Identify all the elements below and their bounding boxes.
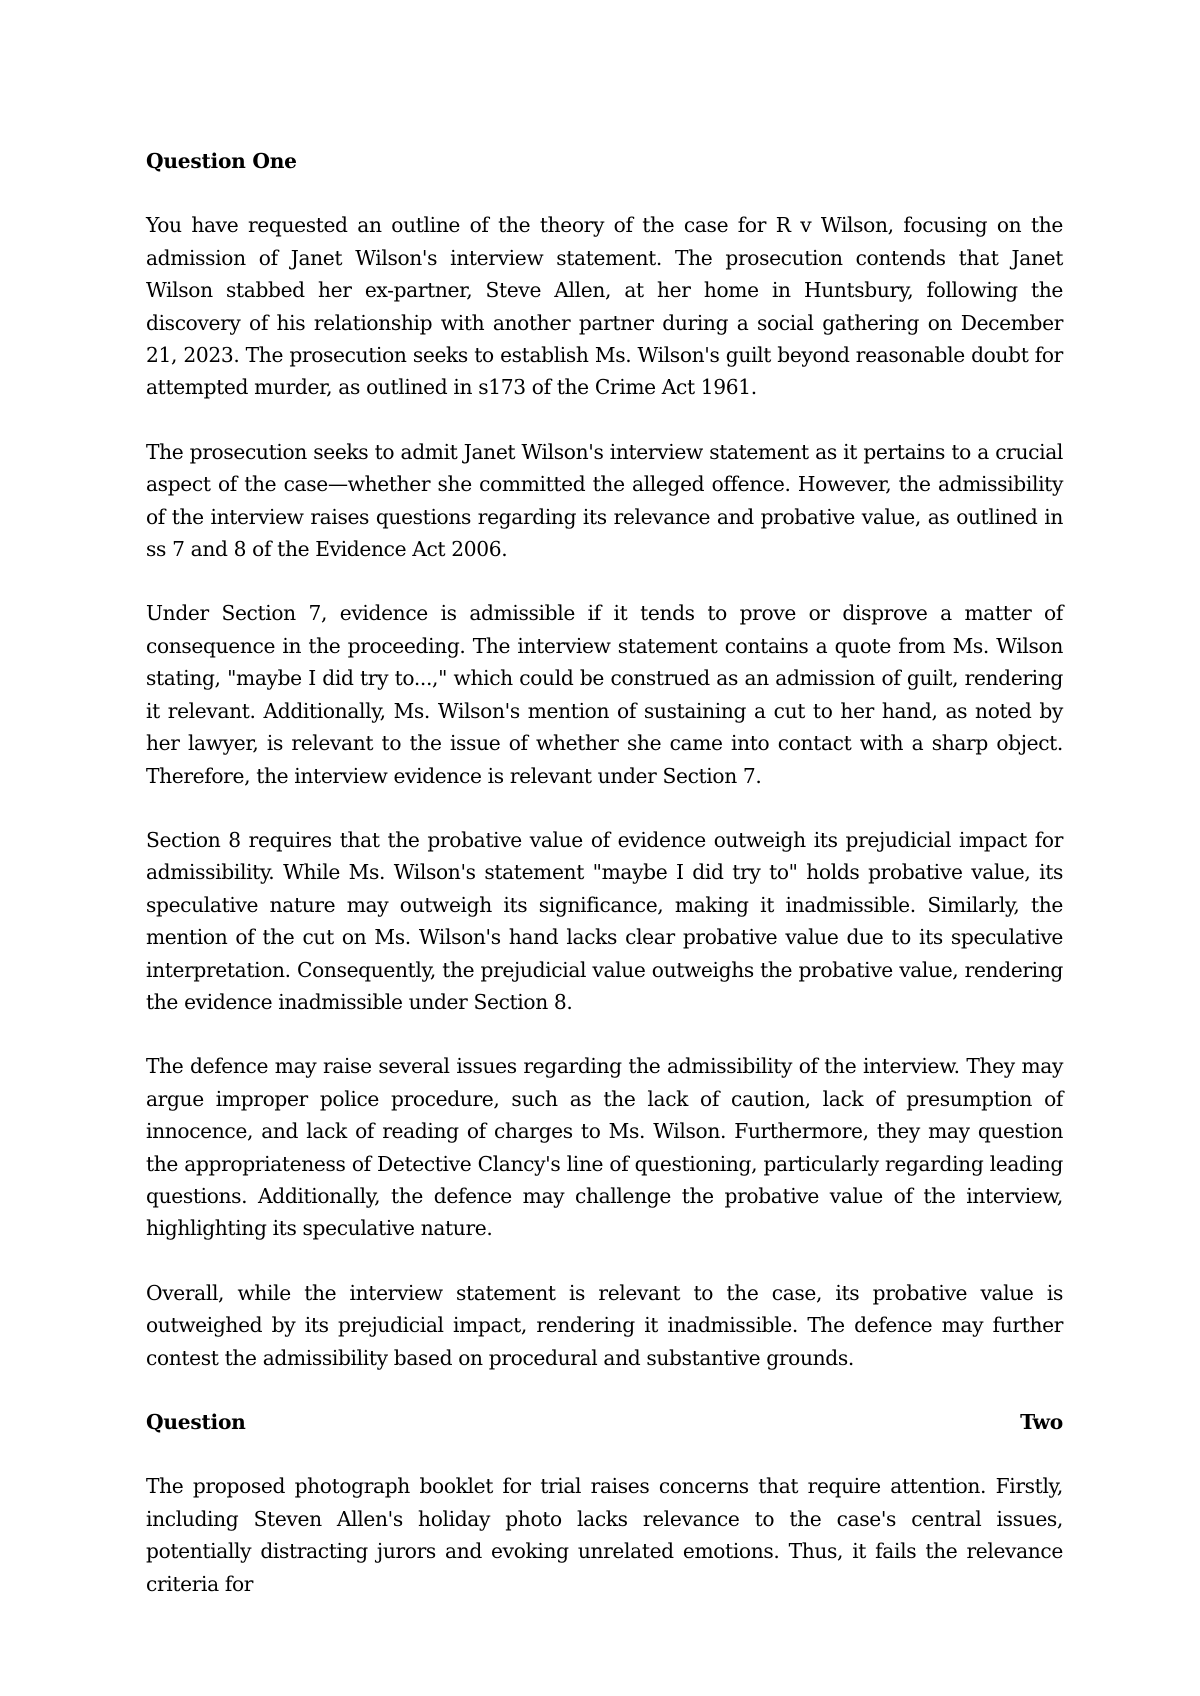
document-body (146, 145, 1063, 1600)
q1-paragraph-conclusion: Overall, while the interview statement is relevant to the case, its probative value is outweighed by its prejudicial impact, rendering it inadmissible. The defence may further contest the admissibility based on procedural and substantive grounds. (146, 1280, 1063, 1370)
q1-paragraph-admission: The prosecution seeks to admit Janet Wilson's interview statement as it pertains to a crucial aspect of the case—whether she committed the alleged offence. However, the admissibility of the interview raises questions regarding its relevance and probative value, as outlined in ss 7 and 8 of the Evidence Act 2006. (146, 439, 1063, 562)
q2-paragraph-photograph-booklet: The proposed photograph booklet for trial raises concerns that require attention. Firstly, including Steven Allen's holiday photo lacks relevance to the case's central issues, potentially distracting jurors and evoking unrelated emotions. Thus, it fails the relevance criteria for (146, 1474, 1063, 1596)
question-two-heading-right: Two (1020, 1410, 1063, 1434)
question-two-heading (146, 1406, 1063, 1438)
question-two-heading-left: Question (146, 1410, 246, 1434)
question-one-heading: Question One (146, 149, 297, 173)
q1-paragraph-intro: You have requested an outline of the theory of the case for R v Wilson, focusing on the admission of Janet Wilson's interview statement. The prosecution contends that Janet Wilson stabbed her ex-partner, Steve Allen, at her home in Huntsbury, following the discovery of his relationship with another partner during a social gathering on December 21, 2023. The prosecution seeks to establish Ms. Wilson's guilt beyond reasonable doubt for attempted murder, as outlined in s173 of the Crime Act 1961. (146, 213, 1063, 400)
q1-paragraph-section-8: Section 8 requires that the probative value of evidence outweigh its prejudicial impact for admissibility. While Ms. Wilson's statement "maybe I did try to" holds probative value, its speculative nature may outweigh its significance, making it inadmissible. Similarly, the mention of the cut on Ms. Wilson's hand lacks clear probative value due to its speculative interpretation. Consequently, the prejudicial value outweighs the probative value, rendering the evidence inadmissible under Section 8. (146, 827, 1063, 1014)
q1-paragraph-section-7: Under Section 7, evidence is admissible if it tends to prove or disprove a matter of consequence in the proceeding. The interview statement contains a quote from Ms. Wilson stating, "maybe I did try to...," which could be construed as an admission of guilt, rendering it relevant. Additionally, Ms. Wilson's mention of sustaining a cut to her hand, as noted by her lawyer, is relevant to the issue of whether she came into contact with a sharp object. Therefore, the interview evidence is relevant under Section 7. (146, 601, 1063, 788)
q1-paragraph-defence: The defence may raise several issues regarding the admissibility of the interview. They may argue improper police procedure, such as the lack of caution, lack of presumption of innocence, and lack of reading of charges to Ms. Wilson. Furthermore, they may question the appropriateness of Detective Clancy's line of questioning, particularly regarding leading questions. Additionally, the defence may challenge the probative value of the interview, highlighting its speculative nature. (146, 1054, 1063, 1241)
